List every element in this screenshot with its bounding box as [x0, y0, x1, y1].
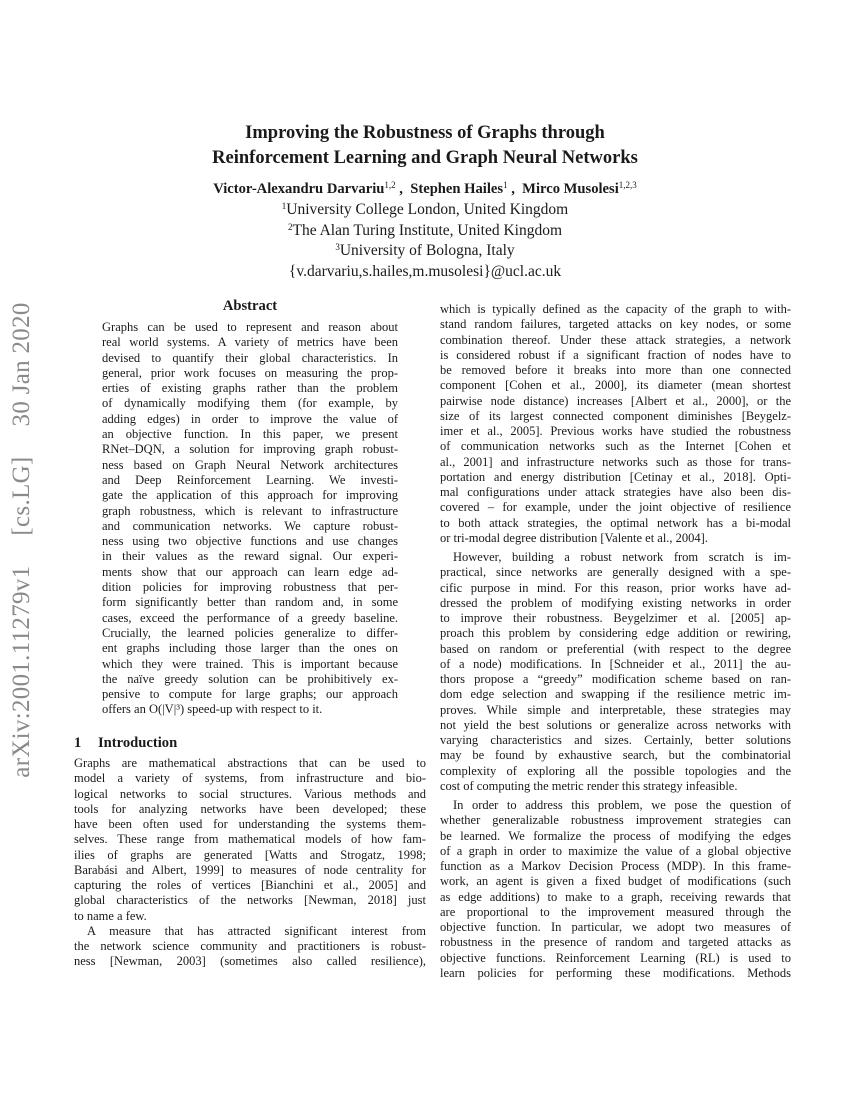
text-line: proach this problem by considering edge addition or rewiring, — [440, 626, 791, 641]
text-line: Graphs are mathematical abstractions that can be used to — [74, 756, 426, 770]
text-line: stand random failures, targeted attacks on key nodes, or some — [440, 317, 791, 332]
author-affil-marker: 1 — [503, 180, 508, 190]
text-line: general, prior work focuses on measuring the prop- — [102, 365, 398, 380]
text-line: RNet–DQN, a solution for improving graph robust- — [102, 442, 398, 457]
author-list: Victor-Alexandru Darvariu$^{1,2}$ , Stephen Hailes$^1$ , Mirco Musolesi$^{1,2,3}$ — [213, 180, 637, 197]
text-line: based on random or preferential (with respect to the degree — [440, 641, 791, 656]
text-line: whether generalizable robustness improvement strategies can — [440, 813, 791, 828]
author-email: {v.darvariu,s.hailes,m.musolesi}@ucl.ac.uk — [288, 262, 562, 280]
text-line: In order to address this problem, we pose the question of — [453, 798, 791, 812]
text-line: of a node) modifications. In [Schneider et al., 2011] the au- — [440, 656, 791, 671]
text-line: proves. While simple and interpretable, these strategies may — [440, 702, 791, 717]
text-line: the naïve greedy solution can be prohibitively ex- — [102, 671, 398, 686]
text-line: work, an agent is given a fixed budget of modifications (such — [440, 874, 791, 889]
text-line: Graphs can be used to represent and reason about — [102, 320, 398, 334]
affil-text: The Alan Turing Institute, United Kingdom — [292, 221, 563, 239]
text-line: pensive to compute for large graphs; our approach — [102, 687, 398, 702]
intro-left-column — [74, 756, 426, 970]
arxiv-category: [cs.LG] — [8, 456, 35, 536]
text-line: combination thereof. Under these attack strategies, a network — [440, 332, 791, 347]
text-line: of communication networks such as the Internet [Cohen et — [440, 439, 791, 454]
text-line: which they were trained. This is important because — [102, 656, 398, 671]
text-line: covered – for example, under the joint objective of resilience — [440, 500, 791, 515]
text-line: However, building a robust network from scratch is im- — [453, 550, 791, 564]
text-line: cost of computing the metric render this strategy infeasible. — [440, 778, 738, 793]
text-line: form significantly better than random and, in some — [102, 595, 398, 610]
section-title: Introduction — [98, 735, 178, 751]
affiliations — [0, 200, 850, 282]
author-affil-marker: 1,2,3 — [618, 180, 637, 190]
text-line: Crucially, the learned policies generalize to differ- — [102, 625, 398, 640]
text-line: of dynamically modifying them (for example, by — [102, 396, 398, 411]
text-line: practical, since networks are generally designed with a spe- — [440, 565, 791, 580]
text-line: to both attack strategies, the optimal network has a bi-modal — [440, 515, 791, 530]
affil-text: University of Bologna, Italy — [339, 242, 515, 259]
affil-number: 2 — [287, 221, 293, 232]
text-line: portation and energy distribution [Cetinay et al., 2018]. Opti- — [440, 469, 791, 484]
section-heading-introduction — [74, 735, 177, 752]
abstract-body — [102, 320, 398, 718]
title-line-1: Improving the Robustness of Graphs through — [245, 123, 605, 143]
text-line: cific purpose in mind. For this reason, prior works have ad- — [440, 580, 791, 595]
text-line: capturing the roles of vertices [Bianchini et al., 2005] and — [74, 878, 426, 892]
text-line: pairwise node distance) increases [Albert et al., 2000], or the — [440, 393, 791, 408]
text-line: component [Cohen et al., 2000], its diameter (mean shortest — [440, 378, 791, 393]
text-line: objective function. In particular, we adopt two measures of — [440, 920, 791, 934]
text-line: to name a few. — [74, 908, 147, 923]
text-line: model a variety of systems, from infrastructure and bio- — [74, 771, 426, 786]
affil-number: 3 — [335, 242, 340, 252]
text-line: varying characteristics and sizes. Certainly, better solutions — [440, 733, 791, 747]
affiliation — [0, 200, 850, 221]
text-line: size of its largest connected component diminishes [Beygelz- — [440, 408, 791, 423]
text-line: imer et al., 2005]. Previous works have studied the robustness — [440, 424, 791, 438]
text-line: be learned. We formalize the process of modifying the edges — [440, 828, 791, 843]
author-name: Stephen Hailes — [410, 181, 504, 197]
text-line: which is typically defined as the capacity of the graph to with- — [440, 302, 791, 316]
text-line: cases, exceed the performance of a greedy baseline. — [102, 610, 398, 625]
text-line: graph robustness, which is relevant to infrastructure — [102, 503, 398, 518]
text-line: ments show that our approach can learn edge ad- — [102, 564, 398, 579]
paper-title — [0, 121, 850, 171]
affiliation — [0, 241, 850, 262]
text-line: dition policies for improving robustness that per- — [102, 580, 398, 595]
author-name: Mirco Musolesi — [522, 181, 619, 197]
text-line: Barabási and Albert, 1999] to measures of node centrality for — [74, 862, 426, 877]
text-line: to improve their robustness. Beygelzimer et al. [2005] ap- — [440, 611, 791, 625]
text-line: devised to quantify their global characteristics. In — [102, 350, 398, 365]
text-line: in their values as the reward signal. Our experi- — [102, 549, 398, 564]
text-line: A measure that has attracted significant interest from — [87, 923, 426, 938]
text-line: logical networks to social structures. Various methods and — [74, 786, 426, 801]
text-line: may be found by exhaustive search, but the combinatorial — [440, 748, 791, 763]
text-line: ent graphs including those larger than the ones on — [102, 641, 398, 656]
arxiv-sidebar-stamp — [8, 287, 36, 792]
text-line: and Deep Reinforcement Learning. We investi- — [102, 472, 398, 487]
text-line: objective functions. Reinforcement Learning (RL) is used to — [440, 950, 791, 965]
text-line: have been often used for understanding the systems them- — [74, 817, 426, 831]
text-line: ilies of graphs are generated [Watts and Strogatz, 1998; — [74, 847, 426, 862]
text-line: function as a Markov Decision Process (MDP). In this frame- — [440, 859, 791, 873]
text-line: as edge additions) to make to a graph, receiving rewards that — [440, 889, 791, 904]
text-line: adding edges) in order to improve the value of — [102, 411, 398, 426]
title-line-2: Reinforcement Learning and Graph Neural Networks — [212, 148, 638, 168]
text-line: of a graph in order to maximize the value of a global objective — [440, 843, 791, 858]
text-line: gate the application of this approach for improving — [102, 488, 398, 503]
text-line: dressed the problem of modifying existing networks in order — [440, 595, 791, 610]
text-line: learn policies for performing these modifications. Methods — [440, 965, 791, 980]
text-line: al., 2001] and infrastructure networks such as those for trans- — [440, 454, 791, 469]
text-line: not yield the best solutions or generalize across networks with — [440, 717, 791, 732]
text-line: be removed before it breaks into more than one connected — [440, 363, 791, 377]
text-line: and communication networks. We capture robust- — [102, 518, 398, 533]
text-line: ness [Newman, 2003] (sometimes also called resilience), — [74, 954, 426, 969]
text-line: an objective function. In this paper, we present — [102, 427, 398, 442]
text-line: are proportional to the improvement measured through the — [440, 904, 791, 919]
text-line: erties of existing graphs rather than the problem — [102, 381, 398, 396]
affil-number: 1 — [281, 201, 287, 211]
affiliation — [0, 221, 850, 242]
text-line: the network science community and practitioners is robust- — [74, 939, 426, 953]
text-line: or tri-modal degree distribution [Valente et al., 2004]. — [440, 530, 708, 545]
text-line: selves. These range from mathematical models of how fam- — [74, 832, 426, 847]
author-name: Victor-Alexandru Darvariu — [213, 181, 385, 197]
section-number: 1 — [74, 735, 82, 751]
text-line: mal configurations under attack strategies have also been dis- — [440, 485, 791, 499]
arxiv-id: arXiv:2001.11279v1 — [8, 565, 35, 778]
text-line: ness using two objective functions and use changes — [102, 534, 398, 549]
abstract-heading: Abstract — [222, 298, 278, 314]
text-line: real world systems. A variety of metrics have been — [102, 335, 398, 350]
text-line: offers an O(|V|³) speed-up with respect to it. — [102, 702, 323, 717]
arxiv-date: 30 Jan 2020 — [8, 302, 35, 427]
affil-text: University College London, United Kingdom — [286, 201, 569, 218]
text-line: dom edge selection and swapping if the resilience metric im- — [440, 687, 791, 702]
text-line: global characteristics of the networks [Newman, 2018] just — [74, 893, 426, 908]
text-line: tools for analyzing networks have been developed; these — [74, 801, 426, 816]
text-line: robustness in the presence of random and targeted attacks as — [440, 935, 791, 950]
author-affil-marker: 1,2 — [384, 180, 396, 190]
text-line: ness based on Graph Neural Network architectures — [102, 457, 398, 472]
text-line: is considered robust if a significant fraction of nodes have to — [440, 347, 791, 362]
text-line: complexity of exploring all the possible topologies and the — [440, 763, 791, 778]
text-line: thors propose a “greedy” modification scheme based on ran- — [440, 672, 791, 686]
intro-right-column — [440, 302, 791, 981]
